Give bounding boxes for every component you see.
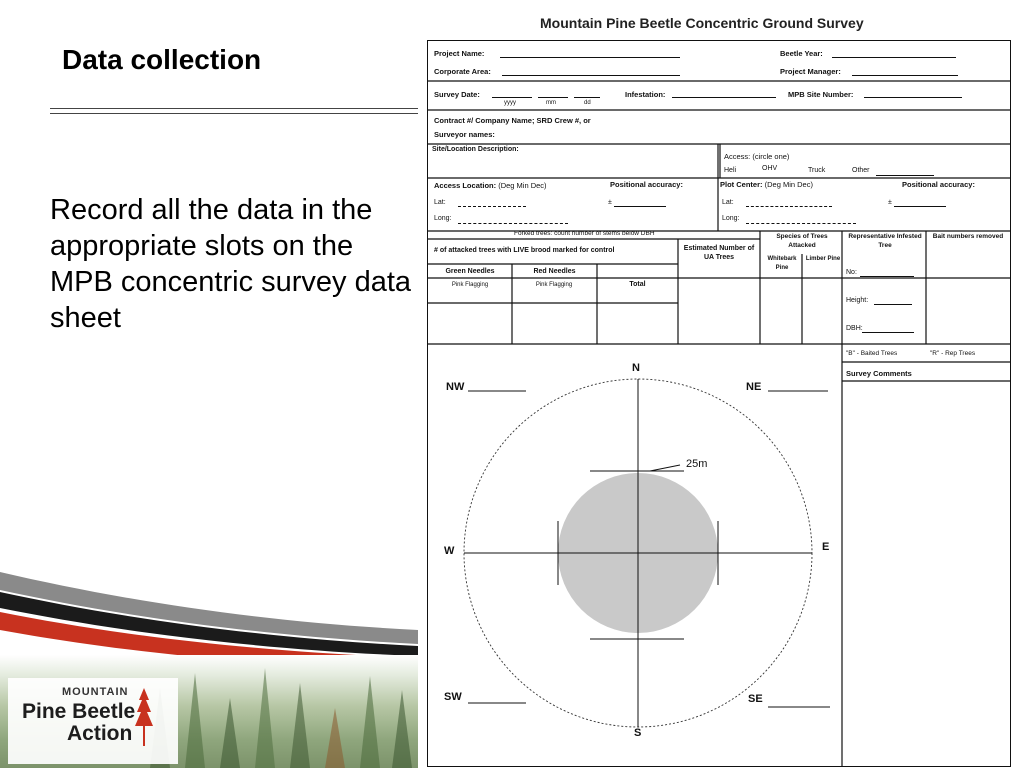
rep-tree-dbh-field[interactable] <box>862 324 914 333</box>
compass-nw-label: NW <box>446 381 465 393</box>
title-divider <box>50 108 418 114</box>
yyyy-caption: yyyy <box>504 100 516 106</box>
plot-center-label <box>720 180 813 189</box>
access-accuracy-plusminus: ± <box>608 199 612 206</box>
slide-title: Data collection <box>62 44 262 75</box>
bait-numbers-header: Bait numbers removed <box>932 233 1004 240</box>
access-positional-accuracy-label: Positional accuracy: <box>610 180 683 189</box>
survey-data-sheet <box>427 40 1011 767</box>
compass-east-label: E <box>822 541 830 553</box>
rep-tree-height-field[interactable] <box>874 296 912 305</box>
whitebark-pine-header: Whitebark Pine <box>767 256 797 271</box>
compass-north-label: N <box>632 362 640 374</box>
plot-long-label: Long: <box>722 215 740 222</box>
forked-trees-note: Forked trees: count number of stems below DBH <box>514 230 655 237</box>
red-needles-header: Red Needles <box>533 268 576 275</box>
plot-center-text: Plot Center: <box>720 180 763 189</box>
plot-lat-field[interactable] <box>746 198 832 207</box>
plot-positional-accuracy-label: Positional accuracy: <box>902 180 975 189</box>
survey-date-month-field[interactable] <box>538 89 568 98</box>
species-attacked-header: Species of Trees Attacked <box>776 233 828 249</box>
logo-text-mountain: MOUNTAIN <box>62 686 129 698</box>
contract-label: Contract #/ Company Name; SRD Crew #, or <box>434 116 591 125</box>
access-option-truck[interactable]: Truck <box>808 167 826 174</box>
site-location-label: Site/Location Description: <box>432 146 519 153</box>
access-option-heli[interactable]: Heli <box>724 167 737 174</box>
corporate-area-field[interactable] <box>502 67 680 76</box>
access-location-units: (Deg Min Dec) <box>498 181 547 190</box>
access-option-ohv[interactable]: OHV <box>762 165 778 172</box>
survey-date-year-field[interactable] <box>492 89 532 98</box>
infestation-field[interactable] <box>672 89 776 98</box>
infestation-label: Infestation: <box>625 90 666 99</box>
access-option-other[interactable]: Other <box>852 167 870 174</box>
access-location-label <box>434 181 547 190</box>
attacked-trees-header: # of attacked trees with LIVE brood marked for control <box>434 247 615 254</box>
project-name-field[interactable] <box>500 49 680 58</box>
rep-tree-dbh-label: DBH: <box>846 325 863 332</box>
plot-lat-label: Lat: <box>722 199 734 206</box>
access-location-text: Access Location: <box>434 181 497 190</box>
project-manager-label: Project Manager: <box>780 67 841 76</box>
plot-center-units: (Deg Min Dec) <box>764 180 813 189</box>
rep-trees-legend: "R" - Rep Trees <box>930 350 976 357</box>
total-header: Total <box>629 281 646 288</box>
limber-pine-header: Limber Pine <box>805 256 841 262</box>
survey-comments-label: Survey Comments <box>846 369 912 378</box>
project-name-label: Project Name: <box>434 49 485 58</box>
plot-long-field[interactable] <box>746 215 856 224</box>
access-label: Access: (circle one) <box>724 152 790 161</box>
mm-caption: mm <box>546 100 556 106</box>
access-long-field[interactable] <box>458 215 568 224</box>
rep-tree-no-label: No: <box>846 269 857 276</box>
compass-ne-label: NE <box>746 381 762 393</box>
green-needles-header: Green Needles <box>445 268 495 275</box>
estimated-ua-trees-header: Estimated Number of UA Trees <box>683 245 755 261</box>
plot-accuracy-field[interactable] <box>894 198 946 207</box>
logo-tree-icon <box>134 688 154 746</box>
access-other-field[interactable] <box>876 167 934 176</box>
representative-tree-header: Representative Infested Tree <box>848 233 922 249</box>
rep-tree-height-label: Height: <box>846 297 869 304</box>
logo-text-pine-beetle: Pine Beetle <box>22 700 136 723</box>
compass-south-label: S <box>634 727 642 739</box>
access-lat-field[interactable] <box>458 198 526 207</box>
survey-date-label: Survey Date: <box>434 90 480 99</box>
access-long-label: Long: <box>434 215 452 222</box>
beetle-year-label: Beetle Year: <box>780 49 823 58</box>
mpb-site-number-field[interactable] <box>864 89 962 98</box>
radius-label: 25m <box>686 458 708 470</box>
red-pink-flagging-label: Pink Flagging <box>535 282 573 288</box>
rep-tree-no-field[interactable] <box>860 268 914 277</box>
surveyor-names-label: Surveyor names: <box>434 130 495 139</box>
baited-trees-legend: "B" - Baited Trees <box>846 350 898 357</box>
compass-sw-label: SW <box>444 691 462 703</box>
survey-sheet-title: Mountain Pine Beetle Concentric Ground Survey <box>540 15 864 31</box>
plot-accuracy-plusminus: ± <box>888 199 892 206</box>
slide-body-text: Record all the data in the appropriate slots on the MPB concentric survey data sheet <box>50 194 412 334</box>
dd-caption: dd <box>584 100 591 106</box>
mpb-site-number-label: MPB Site Number: <box>788 90 854 99</box>
access-lat-label: Lat: <box>434 199 446 206</box>
access-accuracy-field[interactable] <box>614 198 666 207</box>
logo-text-action: Action <box>67 722 133 745</box>
compass-se-label: SE <box>748 693 763 705</box>
corporate-area-label: Corporate Area: <box>434 67 491 76</box>
green-pink-flagging-label: Pink Flagging <box>451 282 489 288</box>
survey-date-day-field[interactable] <box>574 89 600 98</box>
compass-west-label: W <box>444 545 455 557</box>
project-manager-field[interactable] <box>852 67 958 76</box>
beetle-year-field[interactable] <box>832 49 956 58</box>
